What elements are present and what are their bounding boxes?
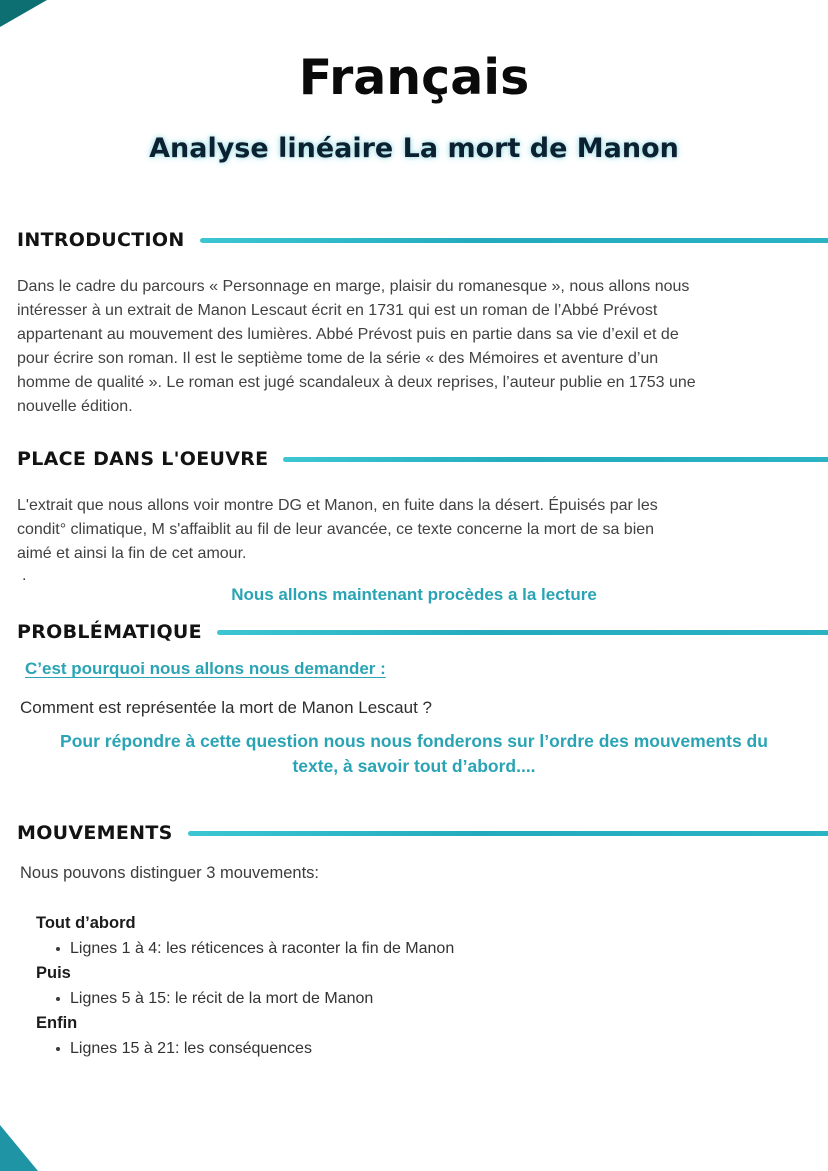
problematique-question: Comment est représentée la mort de Manon Lescaut ?	[20, 698, 432, 718]
bullet-icon	[56, 1047, 60, 1051]
page-subtitle: Analyse linéaire La mort de Manon	[149, 133, 679, 165]
movement-detail: Lignes 1 à 4: les réticences à raconter la fin de Manon	[70, 940, 455, 958]
bullet-icon	[56, 947, 60, 951]
mouvements-intro: Nous pouvons distinguer 3 mouvements:	[20, 864, 319, 883]
section-title-introduction: INTRODUCTION	[17, 229, 185, 252]
movement-bullet-row	[36, 986, 828, 1011]
movement-label: Puis	[36, 964, 71, 983]
problematique-lead: C’est pourquoi nous allons nous demander :	[25, 659, 386, 679]
mouvements-list	[36, 911, 828, 1061]
movement-bullet-row	[36, 1036, 828, 1061]
movement-label: Tout d’abord	[36, 914, 136, 933]
section-rule	[217, 630, 828, 635]
movement-item	[36, 1011, 828, 1061]
movement-item	[36, 911, 828, 961]
problematique-plan: Pour répondre à cette question nous nous fonderons sur l’ordre des mouvements du texte, à savoir tout d’abord....	[60, 731, 768, 777]
section-rule	[283, 457, 828, 462]
bullet-icon	[56, 997, 60, 1001]
introduction-paragraph: Dans le cadre du parcours « Personnage en marge, plaisir du romanesque », nous allons nous intéresser à un extrait de Manon Lescaut écrit en 1731 qui est un roman de l’Abbé Prévost appartenant au mouvement des lumières. Abbé Prévost puis en partie dans sa vie d’exil et de pour écrire son roman. Il est le septième tome de la série « des Mémoires et aventure d’un homme de qualité ». Le roman est jugé scandaleux à deux reprises, l’auteur publie en 1753 une nouvelle édition.	[17, 278, 696, 416]
section-header-mouvements	[0, 822, 828, 845]
section-title-mouvements: MOUVEMENTS	[17, 822, 173, 845]
section-header-introduction	[0, 229, 828, 252]
section-title-problematique: PROBLÉMATIQUE	[17, 621, 202, 644]
movement-detail: Lignes 5 à 15: le récit de la mort de Manon	[70, 990, 374, 1008]
lecture-note: Nous allons maintenant procèdes a la lecture	[231, 585, 597, 605]
section-title-place: PLACE DANS L'OEUVRE	[17, 448, 269, 471]
corner-triangle-bottom-left	[0, 1125, 38, 1171]
movement-detail: Lignes 15 à 21: les conséquences	[70, 1040, 312, 1058]
movement-item	[36, 961, 828, 1011]
stray-period: .	[22, 567, 27, 585]
movement-label: Enfin	[36, 1014, 78, 1033]
section-rule	[188, 831, 828, 836]
page-title: Français	[298, 49, 530, 106]
place-paragraph: L'extrait que nous allons voir montre DG et Manon, en fuite dans la désert. Épuisés par les condit° climatique, M s'affaiblit au fil de leur avancée, ce texte concerne la mort de sa bien aimé et ainsi la fin de cet amour.	[17, 497, 658, 563]
movement-bullet-row	[36, 936, 828, 961]
section-rule	[200, 238, 828, 243]
section-header-place	[0, 448, 828, 471]
section-header-problematique	[0, 621, 828, 644]
